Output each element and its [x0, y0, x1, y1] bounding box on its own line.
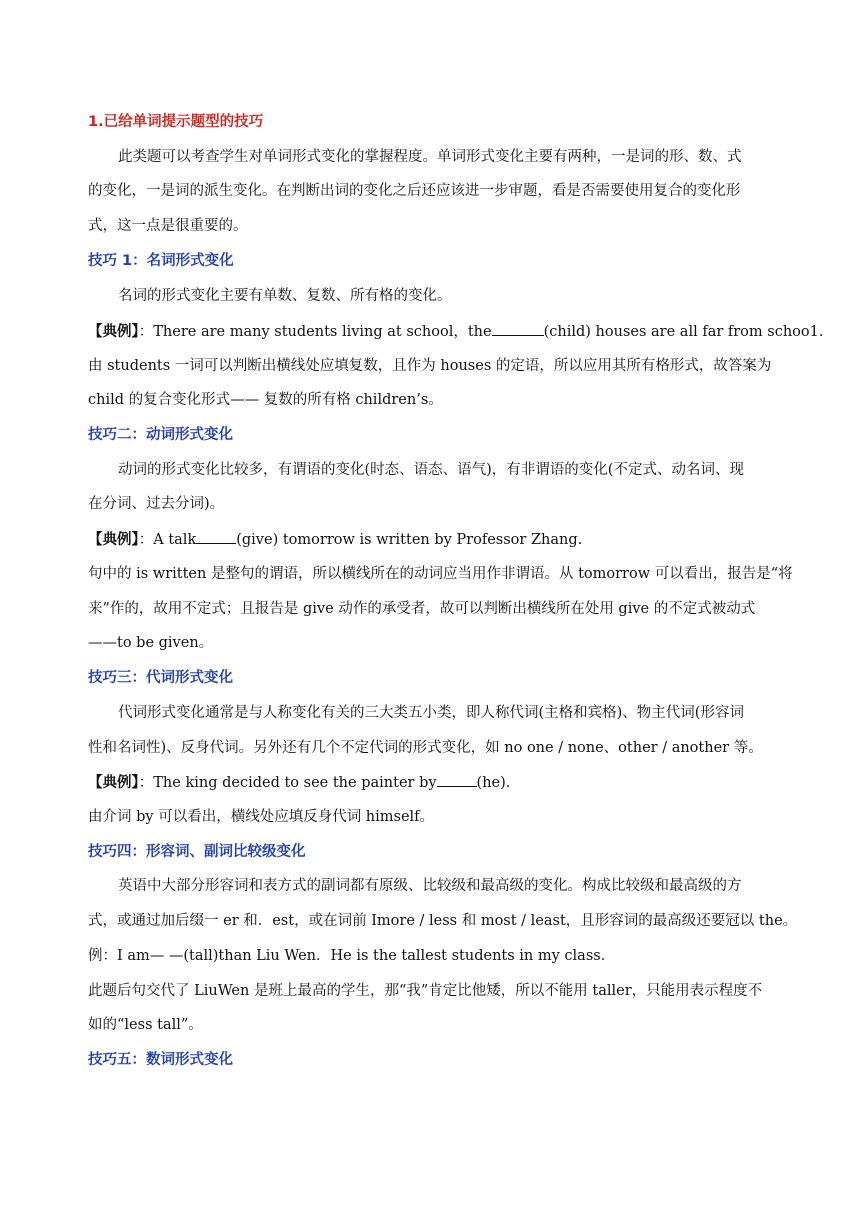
tip-3-desc-2: 性和名词性)、反身代词。另外还有几个不定代词的形式变化，如 no one / none、other / another 等。: [88, 740, 763, 756]
tip-2-explanation-3: ——to be given。: [88, 635, 214, 651]
tip-2-example: [88, 529, 582, 550]
tip-4-title: 技巧四：形容词、副词比较级变化: [88, 844, 306, 860]
tip-4-example: 例：I am— —(tall)than Liu Wen．He is the tallest students in my class．: [88, 948, 616, 964]
tip-3-title: 技巧三：代词形式变化: [88, 670, 233, 686]
tip-3-explanation: 由介词 by 可以看出，横线处应填反身代词 himself。: [88, 809, 435, 825]
example-tag: 【典例】: [88, 531, 139, 548]
tip-4-explanation-1: 此题后句交代了 LiuWen 是班上最高的学生，那“我”肯定比他矮，所以不能用 taller，只能用表示程度不: [88, 983, 763, 999]
tip-1-example: [88, 321, 823, 342]
tip-2-desc-1: 动词的形式变化比较多，有谓语的变化(时态、语态、语气)，有非谓语的变化(不定式、动名词、现: [118, 462, 744, 478]
tip-5-title: 技巧五：数词形式变化: [88, 1052, 233, 1068]
tip-2-explanation-2: 来”作的，故用不定式；且报告是 give 动作的承受者，故可以判断出横线所在处用 give 的不定式被动式: [88, 601, 756, 617]
answer-blank: [492, 321, 544, 336]
tip-1-explanation-2: child 的复合变化形式—— 复数的所有格 children’s。: [88, 392, 443, 408]
answer-blank: [437, 772, 477, 787]
tip-3-example: [88, 772, 510, 793]
tip-2-desc-2: 在分词、过去分词)。: [88, 496, 225, 512]
tip-4-explanation-2: 如的“less tall”。: [88, 1017, 203, 1033]
intro-line-1: 此类题可以考查学生对单词形式变化的掌握程度。单词形式变化主要有两种，一是词的形、数、式: [118, 149, 742, 165]
example-text-after: (child) houses are all far from schoo1.: [543, 324, 824, 340]
tip-2-title: 技巧二：动词形式变化: [88, 427, 233, 443]
tip-4-desc-1: 英语中大部分形容词和表方式的副词都有原级、比较级和最高级的变化。构成比较级和最高级的方: [118, 878, 742, 894]
intro-line-2: 的变化，一是词的派生变化。在判断出词的变化之后还应该进一步审题，看是否需要使用复合的变化形: [88, 183, 741, 199]
intro-line-3: 式，这一点是很重要的。: [88, 218, 248, 234]
example-text-before: ：The king decided to see the painter by: [138, 775, 437, 791]
example-tag: 【典例】: [88, 774, 139, 791]
example-tag: 【典例】: [88, 323, 139, 340]
example-text-before: ：A talk: [138, 532, 197, 548]
example-text-after: (give) tomorrow is written by Professor Zhang.: [236, 532, 583, 548]
answer-blank: [196, 529, 236, 544]
tip-4-desc-2: 式，或通过加后缀一 er 和．est，或在词前 Imore / less 和 most / least，且形容词的最高级还要冠以 the。: [88, 913, 798, 929]
tip-1-explanation-1: 由 students 一词可以判断出横线处应填复数，且作为 houses 的定语，所以应用其所有格形式，故答案为: [88, 358, 772, 374]
tip-3-desc-1: 代词形式变化通常是与人称变化有关的三大类五小类，即人称代词(主格和宾格)、物主代词(形容词: [118, 705, 744, 721]
tip-1-title: 技巧 1：名词形式变化: [88, 253, 234, 269]
section-heading: 1.已给单词提示题型的技巧: [88, 114, 264, 130]
tip-1-desc: 名词的形式变化主要有单数、复数、所有格的变化。: [118, 288, 452, 304]
tip-2-explanation-1: 句中的 is written 是整句的谓语，所以横线所在的动词应当用作非谓语。从 tomorrow 可以看出，报告是“将: [88, 566, 793, 582]
example-text-before: ：There are many students living at school，the: [138, 324, 492, 340]
example-text-after: (he).: [476, 775, 511, 791]
